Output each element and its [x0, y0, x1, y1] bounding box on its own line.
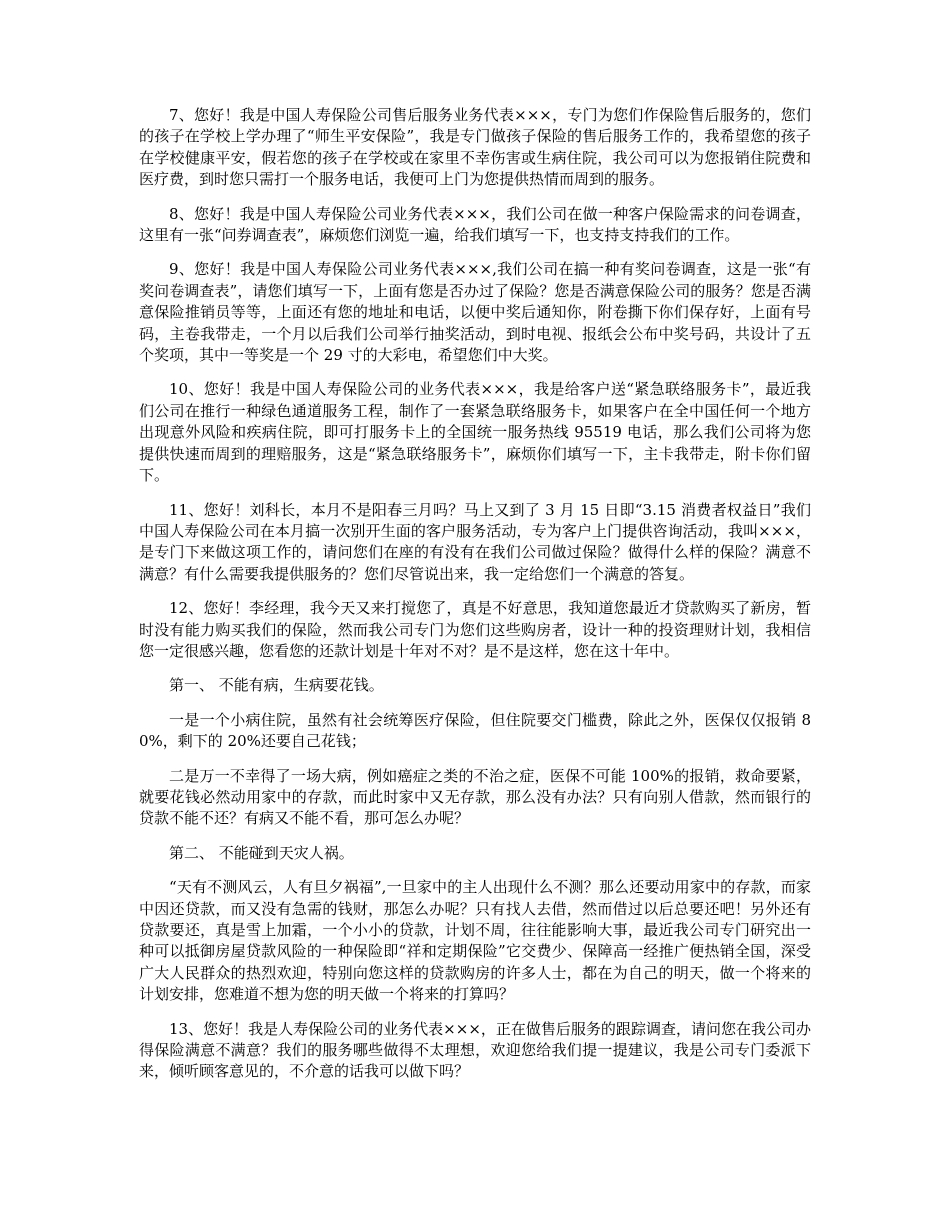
paragraph-misfortune: “天有不测风云，人有旦夕祸福”,一旦家中的主人出现什么不测？那么还要动用家中的存款，而家中因还贷款，而又没有急需的钱财，那怎么办呢？只有找人去借，然而借过以后总要还吧！另外还有贷款要还，真是雪上加霜，一个小小的贷款，计划不周，往往能影响大事，最近我公司专门研究出一种可以抵御房屋贷款风险的一种保险即“祥和定期保险”它交费少、保障高一经推广便热销全国，深受广大人民群众的热烈欢迎，特别向您这样的贷款购房的许多人士，都在为自己的明天，做一个将来的计划安排，您难道不想为您的明天做一个将来的打算吗？	[139, 878, 811, 1004]
paragraph-9: 9、您好！我是中国人寿保险公司业务代表×××,我们公司在搞一种有奖问卷调查，这是一张“有奖问卷调查表”，请您们填写一下，上面有您是否办过了保险？您是否满意保险公司的服务？您是否满意保险推销员等等，上面还有您的地址和电话，以便中奖后通知你，附卷撕下你们保存好，上面有号码，主卷我带走，一个月以后我们公司举行抽奖活动，到时电视、报纸会公布中奖号码，共设计了五个奖项，其中一等奖是一个 29 寸的大彩电，希望您们中大奖。	[139, 260, 811, 365]
paragraph-8: 8、您好！我是中国人寿保险公司业务代表×××，我们公司在做一种客户保险需求的问卷调查，这里有一张“问券调查表”，麻烦您们浏览一遍，给我们填写一下，也支持支持我们的工作。	[139, 204, 811, 245]
paragraph-minor-illness: 一是一个小病住院，虽然有社会统筹医疗保险，但住院要交门槛费，除此之外，医保仅仅报销 80%，剩下的 20%还要自己花钱；	[139, 710, 811, 751]
paragraph-major-illness: 二是万一不幸得了一场大病，例如癌症之类的不治之症，医保不可能 100%的报销，救命要紧，就要花钱必然动用家中的存款，而此时家中又无存款，那么没有办法？只有向别人借款，然而银行的贷款不能不还？有病又不能不看，那可怎么办呢？	[139, 766, 811, 828]
section-heading-second: 第二、 不能碰到天灾人祸。	[169, 843, 354, 862]
paragraph-7: 7、您好！我是中国人寿保险公司售后服务业务代表×××，专门为您们作保险售后服务的，您们的孩子在学校上学办理了“师生平安保险”，我是专门做孩子保险的售后服务工作的，我希望您的孩子在学校健康平安，假若您的孩子在学校或在家里不幸伤害或生病住院，我公司可以为您报销住院费和医疗费，到时您只需打一个服务电话，我便可上门为您提供热情而周到的服务。	[139, 106, 811, 189]
paragraph-13: 13、您好！我是人寿保险公司的业务代表×××，正在做售后服务的跟踪调查，请问您在我公司办得保险满意不满意？我们的服务哪些做得不太理想，欢迎您给我们提一提建议，我是公司专门委派下来，倾听顾客意见的，不介意的话我可以做下吗？	[139, 1019, 811, 1081]
section-heading-first: 第一、 不能有病，生病要花钱。	[169, 676, 384, 695]
document-page	[139, 105, 811, 1096]
paragraph-10: 10、您好！我是中国人寿保险公司的业务代表×××，我是给客户送“紧急联络服务卡”，最近我们公司在推行一种绿色通道服务工程，制作了一套紧急联络服务卡，如果客户在全中国任何一个地方出现意外风险和疾病住院，即可打服务卡上的全国统一服务热线 95519 电话，那么我们公司将为您提供快速而周到的理赔服务，这是“紧急联络服务卡”，麻烦你们填写一下，主卡我带走，附卡你们留下。	[139, 380, 811, 485]
paragraph-11: 11、您好！刘科长，本月不是阳春三月吗？马上又到了 3 月 15 日即“3.15 消费者权益日”我们中国人寿保险公司在本月搞一次别开生面的客户服务活动，专为客户上门提供咨询活动，我叫×××，是专门下来做这项工作的，请问您们在座的有没有在我们公司做过保险？做得什么样的保险？满意不满意？有什么需要我提供服务的？您们尽管说出来，我一定给您们一个满意的答复。	[139, 500, 811, 583]
paragraph-12: 12、您好！李经理，我今天又来打搅您了，真是不好意思，我知道您最近才贷款购买了新房，暂时没有能力购买我们的保险，然而我公司专门为您们这些购房者，设计一种的投资理财计划，我相信您一定很感兴趣，您看您的还款计划是十年对不对？是不是这样，您在这十年中。	[139, 599, 811, 660]
